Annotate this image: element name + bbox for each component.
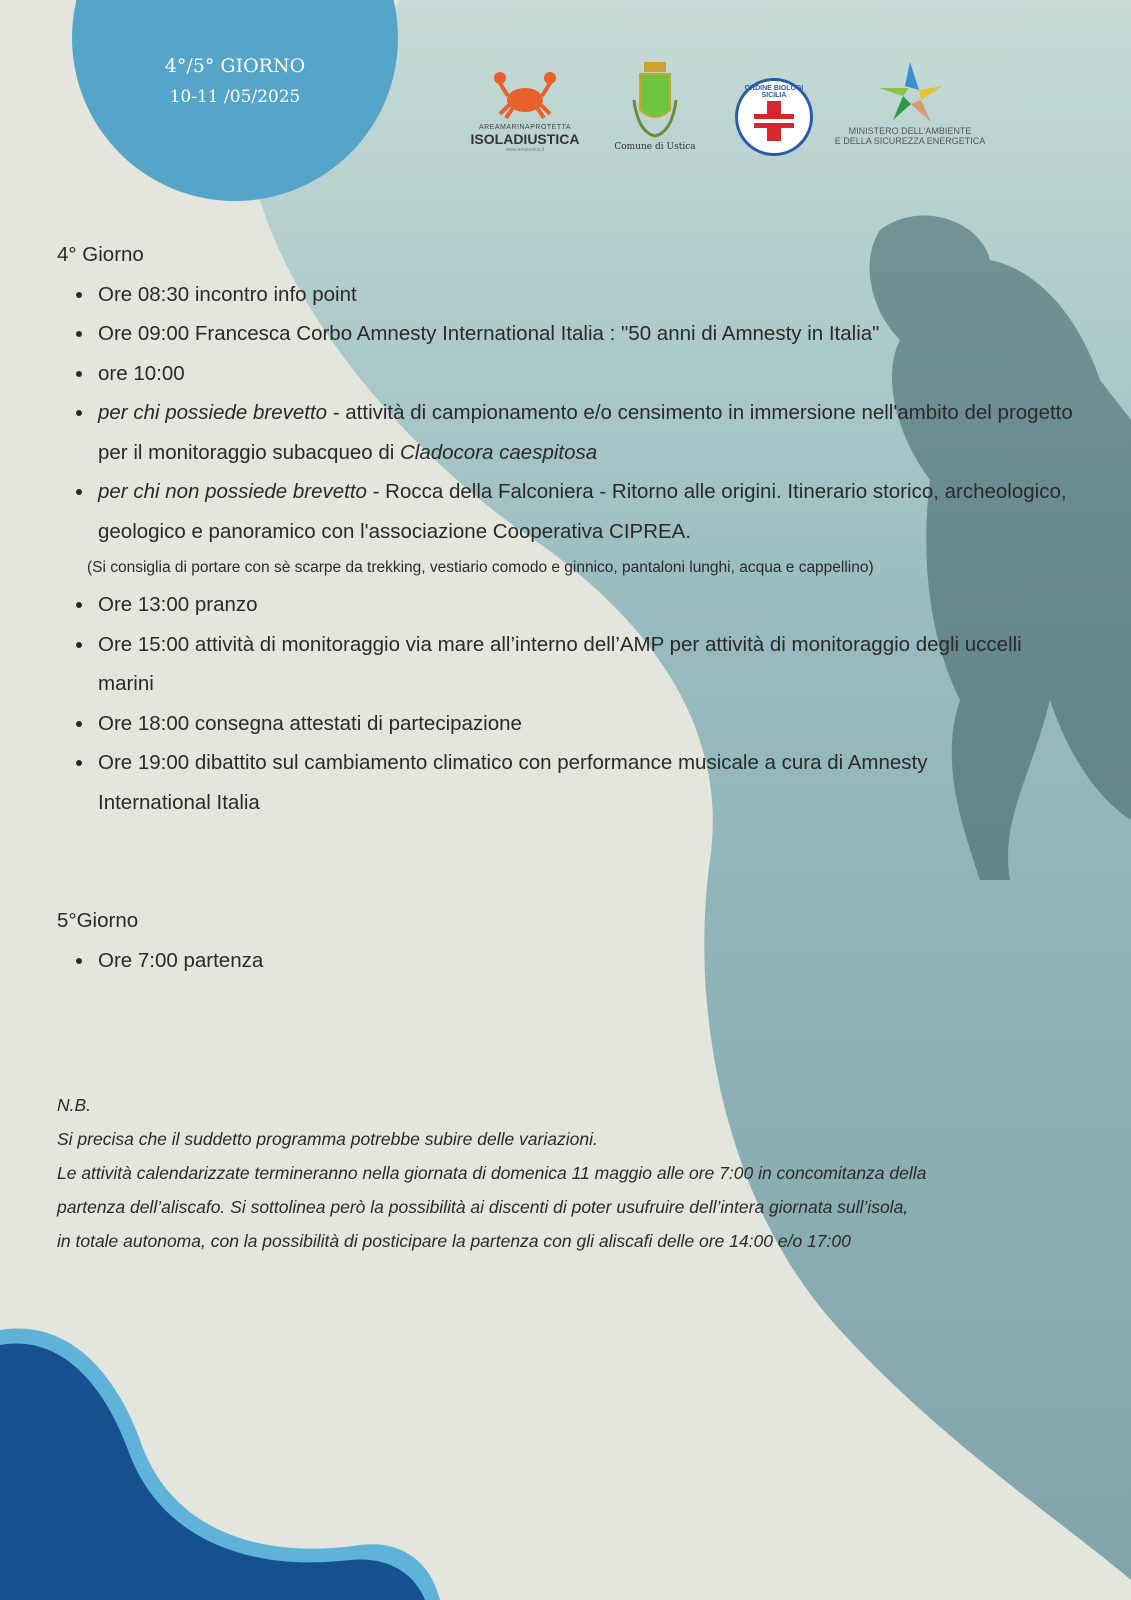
partner-logos [470,60,1010,170]
star-logo-icon [875,60,945,124]
comune-label: Comune di Ustica [614,142,696,152]
day5-title: 5°Giorno [57,909,139,932]
logo-ordine-biologi [735,78,813,156]
nb-section [57,1088,926,1258]
ministero-line1: MINISTERO DELL'AMBIENTE [848,126,972,136]
red-cross-icon [752,99,796,143]
bottom-wave [0,1343,425,1600]
logo-ministero [825,60,995,146]
list-item [76,472,1077,551]
day4-title: 4° Giorno [57,243,144,266]
list-item: Ore 08:30 incontro info point [76,275,1077,315]
list-item: Ore 18:00 consegna attestati di partecipazione [76,704,1077,744]
amp-line1: AREAMARINAPROTETTA [478,124,572,131]
item-text: - Rocca della Falconiera - Ritorno alle origini. Itinerario storico, archeologico, geologico e panoramico con l'associazione Cooperativa CIPREA. [98,480,1067,543]
day4-list [76,275,1077,552]
amp-url: www.ampustica.it [505,147,545,153]
logo-comune [610,60,700,152]
day-label: 4°/5° GIORNO [164,55,306,77]
list-item: ore 10:00 [76,354,1077,394]
coat-of-arms-icon [630,60,680,140]
biologi-label: ORDINE BIOLOGI SICILIA [744,85,804,99]
nb-line: partenza dell’aliscafo. Si sottolinea però la possibilità ai discenti di poter usufruire dell’intera giornata sull’isola, [57,1197,909,1217]
species-name: Cladocora caespitosa [400,440,598,464]
item-emphasis: per chi non possiede brevetto [98,480,367,503]
list-item: Ore 09:00 Francesca Corbo Amnesty International Italia : "50 anni di Amnesty in Italia" [76,314,1077,354]
list-item: Ore 13:00 pranzo [76,585,1077,625]
day4-list-continued [76,585,1077,822]
dates: 10-11 /05/2025 [169,87,301,107]
item-text: - attività di campionamento e/o censimento in immersione nell'ambito del progetto per il monitoraggio subacqueo di [98,401,1073,464]
nb-line: Si precisa che il suddetto programma potrebbe subire delle variazioni. [57,1129,598,1149]
trekking-note: (Si consiglia di portare con sè scarpe da trekking, vestiario comodo e ginnico, pantaloni lunghi, acqua e cappellino) [87,559,874,576]
item-emphasis: per chi possiede brevetto [98,401,328,424]
day5-list [76,941,1077,981]
crab-icon [490,70,560,122]
nb-title: N.B. [57,1095,92,1115]
list-item [76,393,1077,472]
nb-line: in totale autonoma, con la possibilità di posticipare la partenza con gli aliscafi delle ore 14:00 e/o 17:00 [57,1231,851,1251]
program-content [57,235,1077,980]
logo-amp-ustica [470,70,580,153]
nb-line: Le attività calendarizzate termineranno nella giornata di domenica 11 maggio alle ore 7:00 in concomitanza della [57,1163,927,1183]
list-item: Ore 15:00 attività di monitoraggio via mare all’interno dell’AMP per attività di monitoraggio degli uccelli marini [76,625,1077,704]
ministero-line2: E DELLA SICUREZZA ENERGETICA [834,136,986,146]
list-item: Ore 19:00 dibattito sul cambiamento climatico con performance musicale a cura di Amnesty International Italia [76,743,1077,822]
amp-line2: ISOLADIUSTICA [470,131,580,147]
list-item: Ore 7:00 partenza [76,941,1077,981]
